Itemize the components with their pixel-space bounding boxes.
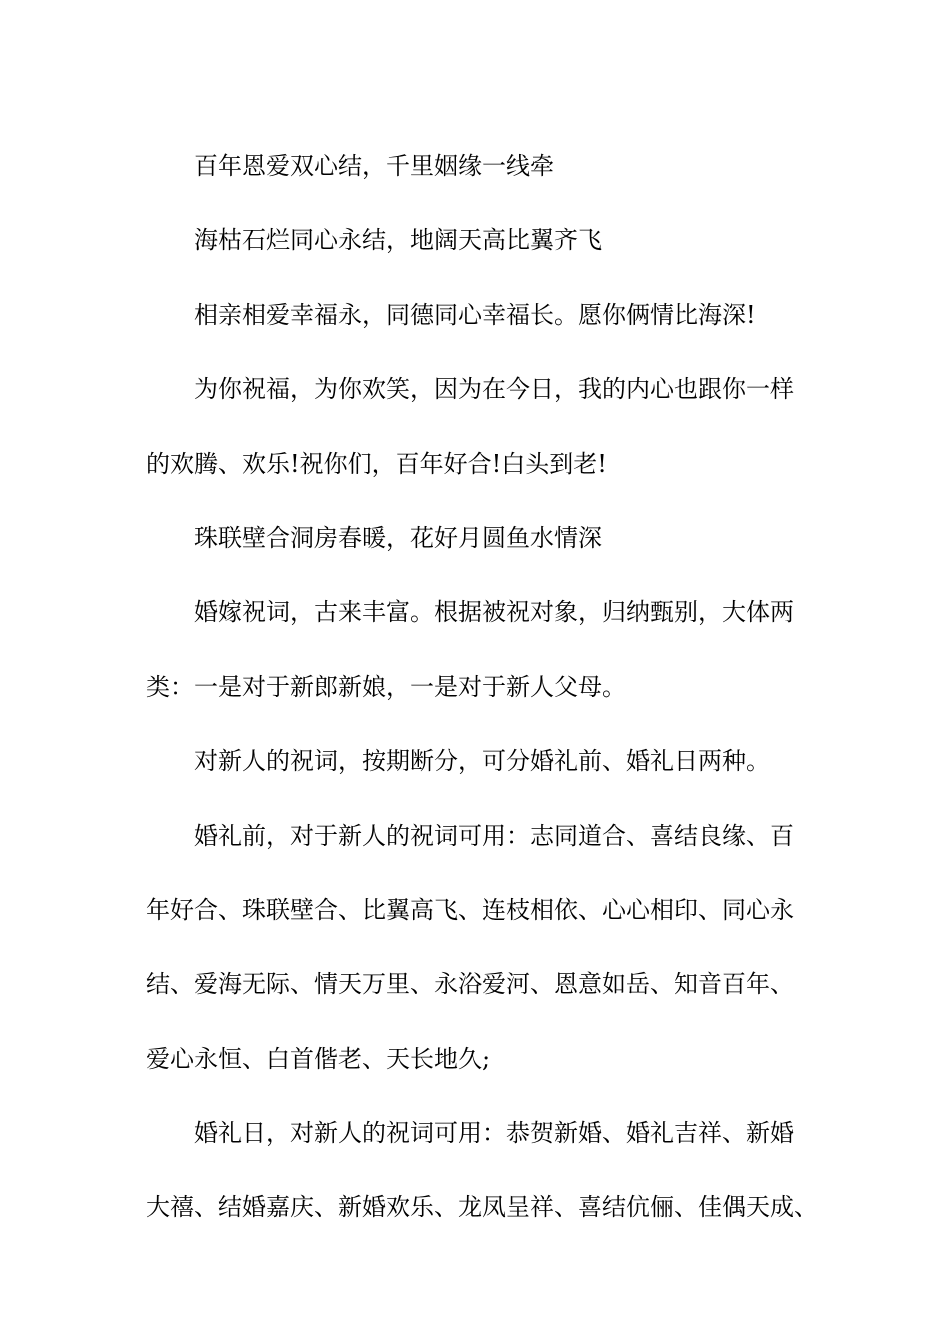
text-line: 百年恩爱双心结，千里姻缘一线牵 — [194, 152, 554, 180]
text-line: 为你祝福，为你欢笑，因为在今日，我的内心也跟你一样 — [194, 375, 794, 404]
text-line: 对新人的祝词，按期断分，可分婚礼前、婚礼日两种。 — [194, 747, 770, 776]
text-line: 类：一是对于新郎新娘，一是对于新人父母。 — [146, 672, 626, 701]
text-line: 婚礼前，对于新人的祝词可用：志同道合、喜结良缘、百 — [194, 821, 794, 850]
document-body — [146, 129, 826, 1245]
text-line: 大禧、结婚嘉庆、新婚欢乐、龙凤呈祥、喜结伉俪、佳偶天成、 — [146, 1193, 818, 1222]
text-line: 爱心永恒、白首偕老、天长地久; — [146, 1044, 491, 1073]
text-line: 年好合、珠联壁合、比翼高飞、连枝相依、心心相印、同心永 — [146, 895, 794, 924]
text-line: 珠联壁合洞房春暖，花好月圆鱼水情深 — [194, 523, 602, 552]
text-line: 海枯石烂同心永结，地阔天高比翼齐飞 — [194, 226, 602, 255]
text-line: 婚嫁祝词，古来丰富。根据被祝对象，归纳甄别，大体两 — [194, 598, 794, 627]
text-line: 结、爱海无际、情天万里、永浴爱河、恩意如岳、知音百年、 — [146, 970, 794, 999]
text-line: 的欢腾、欢乐!祝你们，百年好合!白头到老! — [146, 449, 607, 478]
text-line: 相亲相爱幸福永，同德同心幸福长。愿你俩情比海深! — [194, 300, 756, 329]
text-line: 婚礼日，对新人的祝词可用：恭贺新婚、婚礼吉祥、新婚 — [194, 1119, 794, 1148]
